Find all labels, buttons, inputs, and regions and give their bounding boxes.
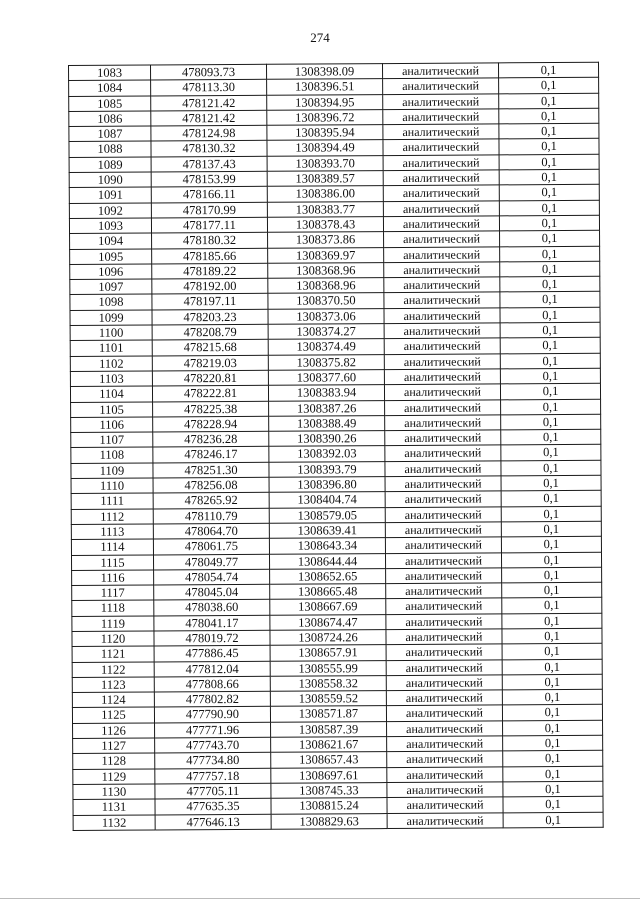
y-coordinate-cell: 1308387.26 — [269, 400, 385, 416]
x-coordinate-cell: 478049.77 — [153, 554, 269, 570]
coordinates-table — [68, 62, 604, 831]
point-number-cell: 1111 — [71, 493, 153, 509]
y-coordinate-cell: 1308644.44 — [269, 553, 385, 569]
x-coordinate-cell: 478064.70 — [153, 523, 269, 539]
y-coordinate-cell: 1308815.24 — [271, 798, 387, 814]
y-coordinate-cell: 1308657.91 — [270, 645, 386, 661]
y-coordinate-cell: 1308652.65 — [270, 568, 386, 584]
y-coordinate-cell: 1308368.96 — [268, 278, 384, 294]
accuracy-cell: 0,1 — [499, 108, 599, 124]
table-row — [73, 812, 603, 831]
x-coordinate-cell: 478197.11 — [152, 294, 268, 310]
accuracy-cell: 0,1 — [501, 552, 601, 568]
x-coordinate-cell: 478121.42 — [151, 95, 267, 111]
y-coordinate-cell: 1308394.95 — [267, 94, 383, 110]
y-coordinate-cell: 1308639.41 — [269, 522, 385, 538]
accuracy-cell: 0,1 — [500, 353, 600, 369]
method-cell: аналитический — [384, 354, 500, 370]
y-coordinate-cell: 1308657.43 — [271, 752, 387, 768]
accuracy-cell: 0,1 — [499, 123, 599, 139]
accuracy-cell: 0,1 — [499, 215, 599, 231]
x-coordinate-cell: 478208.79 — [152, 324, 268, 340]
y-coordinate-cell: 1308368.96 — [268, 262, 384, 278]
accuracy-cell: 0,1 — [502, 659, 602, 675]
x-coordinate-cell: 477635.35 — [155, 799, 271, 815]
method-cell: аналитический — [385, 430, 501, 446]
point-number-cell: 1123 — [72, 677, 154, 693]
method-cell: аналитический — [383, 185, 499, 201]
method-cell: аналитический — [387, 797, 503, 813]
y-coordinate-cell: 1308396.51 — [267, 79, 383, 95]
method-cell: аналитический — [384, 277, 500, 293]
method-cell: аналитический — [384, 246, 500, 262]
x-coordinate-cell: 478265.92 — [153, 493, 269, 509]
accuracy-cell: 0,1 — [498, 62, 598, 78]
y-coordinate-cell: 1308377.60 — [268, 370, 384, 386]
point-number-cell: 1101 — [70, 340, 152, 356]
y-coordinate-cell: 1308370.50 — [268, 293, 384, 309]
method-cell: аналитический — [384, 384, 500, 400]
y-coordinate-cell: 1308697.61 — [271, 767, 387, 783]
accuracy-cell: 0,1 — [501, 460, 601, 476]
y-coordinate-cell: 1308643.34 — [269, 538, 385, 554]
y-coordinate-cell: 1308558.32 — [270, 675, 386, 691]
method-cell: аналитический — [384, 262, 500, 278]
method-cell: аналитический — [383, 124, 499, 140]
method-cell: аналитический — [384, 369, 500, 385]
page-number: 274 — [310, 30, 330, 45]
point-number-cell: 1104 — [70, 386, 152, 402]
x-coordinate-cell: 478137.43 — [151, 156, 267, 172]
method-cell: аналитический — [382, 63, 498, 79]
method-cell: аналитический — [387, 782, 503, 798]
method-cell: аналитический — [385, 476, 501, 492]
method-cell: аналитический — [387, 767, 503, 783]
accuracy-cell: 0,1 — [500, 338, 600, 354]
accuracy-cell: 0,1 — [499, 169, 599, 185]
method-cell: аналитический — [385, 522, 501, 538]
point-number-cell: 1114 — [71, 539, 153, 555]
y-coordinate-cell: 1308398.09 — [266, 64, 382, 80]
method-cell: аналитический — [386, 598, 502, 614]
point-number-cell: 1110 — [71, 478, 153, 494]
method-cell: аналитический — [386, 583, 502, 599]
accuracy-cell: 0,1 — [501, 399, 601, 415]
x-coordinate-cell: 478192.00 — [152, 278, 268, 294]
method-cell: аналитический — [384, 308, 500, 324]
x-coordinate-cell: 478124.98 — [151, 125, 267, 141]
accuracy-cell: 0,1 — [500, 276, 600, 292]
accuracy-cell: 0,1 — [501, 491, 601, 507]
point-number-cell: 1131 — [73, 799, 155, 815]
point-number-cell: 1100 — [70, 325, 152, 341]
method-cell: аналитический — [383, 201, 499, 217]
x-coordinate-cell: 478222.81 — [152, 386, 268, 402]
accuracy-cell: 0,1 — [503, 796, 603, 812]
y-coordinate-cell: 1308394.49 — [267, 140, 383, 156]
method-cell: аналитический — [383, 78, 499, 94]
accuracy-cell: 0,1 — [500, 246, 600, 262]
accuracy-cell: 0,1 — [501, 506, 601, 522]
y-coordinate-cell: 1308665.48 — [270, 584, 386, 600]
y-coordinate-cell: 1308390.26 — [269, 431, 385, 447]
x-coordinate-cell: 478110.79 — [153, 508, 269, 524]
point-number-cell: 1092 — [69, 203, 151, 219]
y-coordinate-cell: 1308383.94 — [268, 385, 384, 401]
point-number-cell: 1099 — [70, 310, 152, 326]
method-cell: аналитический — [385, 415, 501, 431]
point-number-cell: 1115 — [71, 554, 153, 570]
point-number-cell: 1107 — [71, 432, 153, 448]
x-coordinate-cell: 478251.30 — [153, 462, 269, 478]
method-cell: аналитический — [384, 338, 500, 354]
method-cell: аналитический — [386, 629, 502, 645]
page-bottom-edge — [0, 898, 640, 899]
accuracy-cell: 0,1 — [503, 766, 603, 782]
point-number-cell: 1098 — [70, 294, 152, 310]
point-number-cell: 1083 — [69, 65, 151, 81]
y-coordinate-cell: 1308369.97 — [268, 247, 384, 263]
point-number-cell: 1117 — [72, 585, 154, 601]
accuracy-cell: 0,1 — [502, 644, 602, 660]
accuracy-cell: 0,1 — [502, 705, 602, 721]
x-coordinate-cell: 478220.81 — [152, 370, 268, 386]
accuracy-cell: 0,1 — [501, 536, 601, 552]
method-cell: аналитический — [385, 552, 501, 568]
x-coordinate-cell: 477790.90 — [154, 707, 270, 723]
x-coordinate-cell: 478246.17 — [153, 447, 269, 463]
point-number-cell: 1127 — [73, 738, 155, 754]
y-coordinate-cell: 1308745.33 — [271, 783, 387, 799]
x-coordinate-cell: 478219.03 — [152, 355, 268, 371]
method-cell: аналитический — [384, 292, 500, 308]
method-cell: аналитический — [385, 461, 501, 477]
point-number-cell: 1130 — [73, 784, 155, 800]
x-coordinate-cell: 478225.38 — [153, 401, 269, 417]
accuracy-cell: 0,1 — [500, 307, 600, 323]
accuracy-cell: 0,1 — [502, 674, 602, 690]
point-number-cell: 1113 — [71, 524, 153, 540]
point-number-cell: 1087 — [69, 126, 151, 142]
x-coordinate-cell: 478166.11 — [151, 187, 267, 203]
x-coordinate-cell: 477812.04 — [154, 661, 270, 677]
x-coordinate-cell: 478045.04 — [154, 584, 270, 600]
accuracy-cell: 0,1 — [501, 475, 601, 491]
point-number-cell: 1108 — [71, 447, 153, 463]
x-coordinate-cell: 478185.66 — [152, 248, 268, 264]
point-number-cell: 1122 — [72, 662, 154, 678]
method-cell: аналитический — [386, 568, 502, 584]
point-number-cell: 1103 — [70, 371, 152, 387]
y-coordinate-cell: 1308396.72 — [267, 109, 383, 125]
method-cell: аналитический — [383, 155, 499, 171]
y-coordinate-cell: 1308559.52 — [270, 691, 386, 707]
y-coordinate-cell: 1308674.47 — [270, 614, 386, 630]
point-number-cell: 1119 — [72, 616, 154, 632]
y-coordinate-cell: 1308587.39 — [271, 721, 387, 737]
accuracy-cell: 0,1 — [502, 628, 602, 644]
point-number-cell: 1121 — [72, 646, 154, 662]
x-coordinate-cell: 478189.22 — [152, 263, 268, 279]
point-number-cell: 1105 — [71, 402, 153, 418]
x-coordinate-cell: 477646.13 — [155, 814, 271, 830]
point-number-cell: 1124 — [72, 692, 154, 708]
method-cell: аналитический — [383, 170, 499, 186]
x-coordinate-cell: 477802.82 — [154, 691, 270, 707]
y-coordinate-cell: 1308829.63 — [271, 813, 387, 829]
accuracy-cell: 0,1 — [499, 185, 599, 201]
point-number-cell: 1109 — [71, 463, 153, 479]
method-cell: аналитический — [385, 445, 501, 461]
y-coordinate-cell: 1308555.99 — [270, 660, 386, 676]
method-cell: аналитический — [387, 736, 503, 752]
method-cell: аналитический — [386, 614, 502, 630]
accuracy-cell: 0,1 — [502, 567, 602, 583]
point-number-cell: 1125 — [72, 707, 154, 723]
y-coordinate-cell: 1308724.26 — [270, 630, 386, 646]
method-cell: аналитический — [384, 323, 500, 339]
accuracy-cell: 0,1 — [499, 139, 599, 155]
y-coordinate-cell: 1308386.00 — [267, 186, 383, 202]
x-coordinate-cell: 477734.80 — [155, 753, 271, 769]
y-coordinate-cell: 1308378.43 — [267, 217, 383, 233]
point-number-cell: 1088 — [69, 141, 151, 157]
accuracy-cell: 0,1 — [499, 200, 599, 216]
x-coordinate-cell: 478170.99 — [151, 202, 267, 218]
point-number-cell: 1096 — [70, 264, 152, 280]
accuracy-cell: 0,1 — [503, 781, 603, 797]
accuracy-cell: 0,1 — [500, 231, 600, 247]
x-coordinate-cell: 478180.32 — [152, 233, 268, 249]
y-coordinate-cell: 1308388.49 — [269, 415, 385, 431]
x-coordinate-cell: 478177.11 — [151, 217, 267, 233]
x-coordinate-cell: 478236.28 — [153, 431, 269, 447]
coordinates-table-body — [69, 62, 604, 830]
accuracy-cell: 0,1 — [500, 383, 600, 399]
point-number-cell: 1126 — [73, 723, 155, 739]
y-coordinate-cell: 1308621.67 — [271, 737, 387, 753]
accuracy-cell: 0,1 — [501, 521, 601, 537]
y-coordinate-cell: 1308393.70 — [267, 155, 383, 171]
method-cell: аналитический — [385, 491, 501, 507]
x-coordinate-cell: 478153.99 — [151, 171, 267, 187]
method-cell: аналитический — [386, 705, 502, 721]
method-cell: аналитический — [383, 93, 499, 109]
point-number-cell: 1097 — [70, 279, 152, 295]
point-number-cell: 1093 — [69, 218, 151, 234]
x-coordinate-cell: 478061.75 — [153, 538, 269, 554]
accuracy-cell: 0,1 — [503, 812, 603, 828]
y-coordinate-cell: 1308389.57 — [267, 171, 383, 187]
accuracy-cell: 0,1 — [502, 582, 602, 598]
y-coordinate-cell: 1308374.27 — [268, 324, 384, 340]
method-cell: аналитический — [387, 721, 503, 737]
accuracy-cell: 0,1 — [500, 368, 600, 384]
x-coordinate-cell: 477808.66 — [154, 676, 270, 692]
accuracy-cell: 0,1 — [502, 613, 602, 629]
point-number-cell: 1084 — [69, 80, 151, 96]
x-coordinate-cell: 478228.94 — [153, 416, 269, 432]
accuracy-cell: 0,1 — [502, 689, 602, 705]
point-number-cell: 1132 — [73, 815, 155, 831]
y-coordinate-cell: 1308373.86 — [268, 232, 384, 248]
y-coordinate-cell: 1308667.69 — [270, 599, 386, 615]
y-coordinate-cell: 1308374.49 — [268, 339, 384, 355]
method-cell: аналитический — [386, 659, 502, 675]
x-coordinate-cell: 478038.60 — [154, 600, 270, 616]
x-coordinate-cell: 478256.08 — [153, 477, 269, 493]
method-cell: аналитический — [386, 675, 502, 691]
accuracy-cell: 0,1 — [502, 598, 602, 614]
point-number-cell: 1090 — [69, 172, 151, 188]
method-cell: аналитический — [383, 139, 499, 155]
accuracy-cell: 0,1 — [501, 445, 601, 461]
method-cell: аналитический — [387, 812, 503, 828]
accuracy-cell: 0,1 — [503, 751, 603, 767]
method-cell: аналитический — [383, 109, 499, 125]
point-number-cell: 1086 — [69, 111, 151, 127]
x-coordinate-cell: 478054.74 — [154, 569, 270, 585]
coordinates-table-wrapper — [68, 62, 603, 831]
x-coordinate-cell: 478203.23 — [152, 309, 268, 325]
accuracy-cell: 0,1 — [500, 261, 600, 277]
point-number-cell: 1091 — [69, 187, 151, 203]
y-coordinate-cell: 1308392.03 — [269, 446, 385, 462]
point-number-cell: 1118 — [72, 600, 154, 616]
y-coordinate-cell: 1308579.05 — [269, 507, 385, 523]
x-coordinate-cell: 478093.73 — [151, 64, 267, 80]
point-number-cell: 1129 — [73, 769, 155, 785]
point-number-cell: 1095 — [70, 249, 152, 265]
x-coordinate-cell: 477757.18 — [155, 768, 271, 784]
y-coordinate-cell: 1308383.77 — [267, 201, 383, 217]
accuracy-cell: 0,1 — [499, 93, 599, 109]
x-coordinate-cell: 478019.72 — [154, 630, 270, 646]
accuracy-cell: 0,1 — [501, 414, 601, 430]
point-number-cell: 1089 — [69, 157, 151, 173]
y-coordinate-cell: 1308404.74 — [269, 492, 385, 508]
accuracy-cell: 0,1 — [499, 154, 599, 170]
point-number-cell: 1120 — [72, 631, 154, 647]
method-cell: аналитический — [387, 751, 503, 767]
x-coordinate-cell: 477743.70 — [155, 737, 271, 753]
accuracy-cell: 0,1 — [501, 429, 601, 445]
y-coordinate-cell: 1308393.79 — [269, 461, 385, 477]
x-coordinate-cell: 478113.30 — [151, 80, 267, 96]
point-number-cell: 1102 — [70, 356, 152, 372]
accuracy-cell: 0,1 — [503, 735, 603, 751]
x-coordinate-cell: 477705.11 — [155, 783, 271, 799]
method-cell: аналитический — [385, 399, 501, 415]
x-coordinate-cell: 478130.32 — [151, 141, 267, 157]
accuracy-cell: 0,1 — [499, 78, 599, 94]
point-number-cell: 1094 — [70, 233, 152, 249]
x-coordinate-cell: 477771.96 — [155, 722, 271, 738]
x-coordinate-cell: 478215.68 — [152, 340, 268, 356]
method-cell: аналитический — [384, 231, 500, 247]
accuracy-cell: 0,1 — [500, 292, 600, 308]
y-coordinate-cell: 1308571.87 — [270, 706, 386, 722]
x-coordinate-cell: 478121.42 — [151, 110, 267, 126]
method-cell: аналитический — [385, 506, 501, 522]
method-cell: аналитический — [383, 216, 499, 232]
accuracy-cell: 0,1 — [503, 720, 603, 736]
method-cell: аналитический — [386, 690, 502, 706]
method-cell: аналитический — [385, 537, 501, 553]
y-coordinate-cell: 1308395.94 — [267, 125, 383, 141]
method-cell: аналитический — [386, 644, 502, 660]
y-coordinate-cell: 1308375.82 — [268, 354, 384, 370]
y-coordinate-cell: 1308373.06 — [268, 308, 384, 324]
accuracy-cell: 0,1 — [500, 322, 600, 338]
point-number-cell: 1116 — [72, 570, 154, 586]
x-coordinate-cell: 477886.45 — [154, 646, 270, 662]
point-number-cell: 1085 — [69, 96, 151, 112]
point-number-cell: 1106 — [71, 417, 153, 433]
y-coordinate-cell: 1308396.80 — [269, 477, 385, 493]
x-coordinate-cell: 478041.17 — [154, 615, 270, 631]
point-number-cell: 1128 — [73, 753, 155, 769]
point-number-cell: 1112 — [71, 509, 153, 525]
